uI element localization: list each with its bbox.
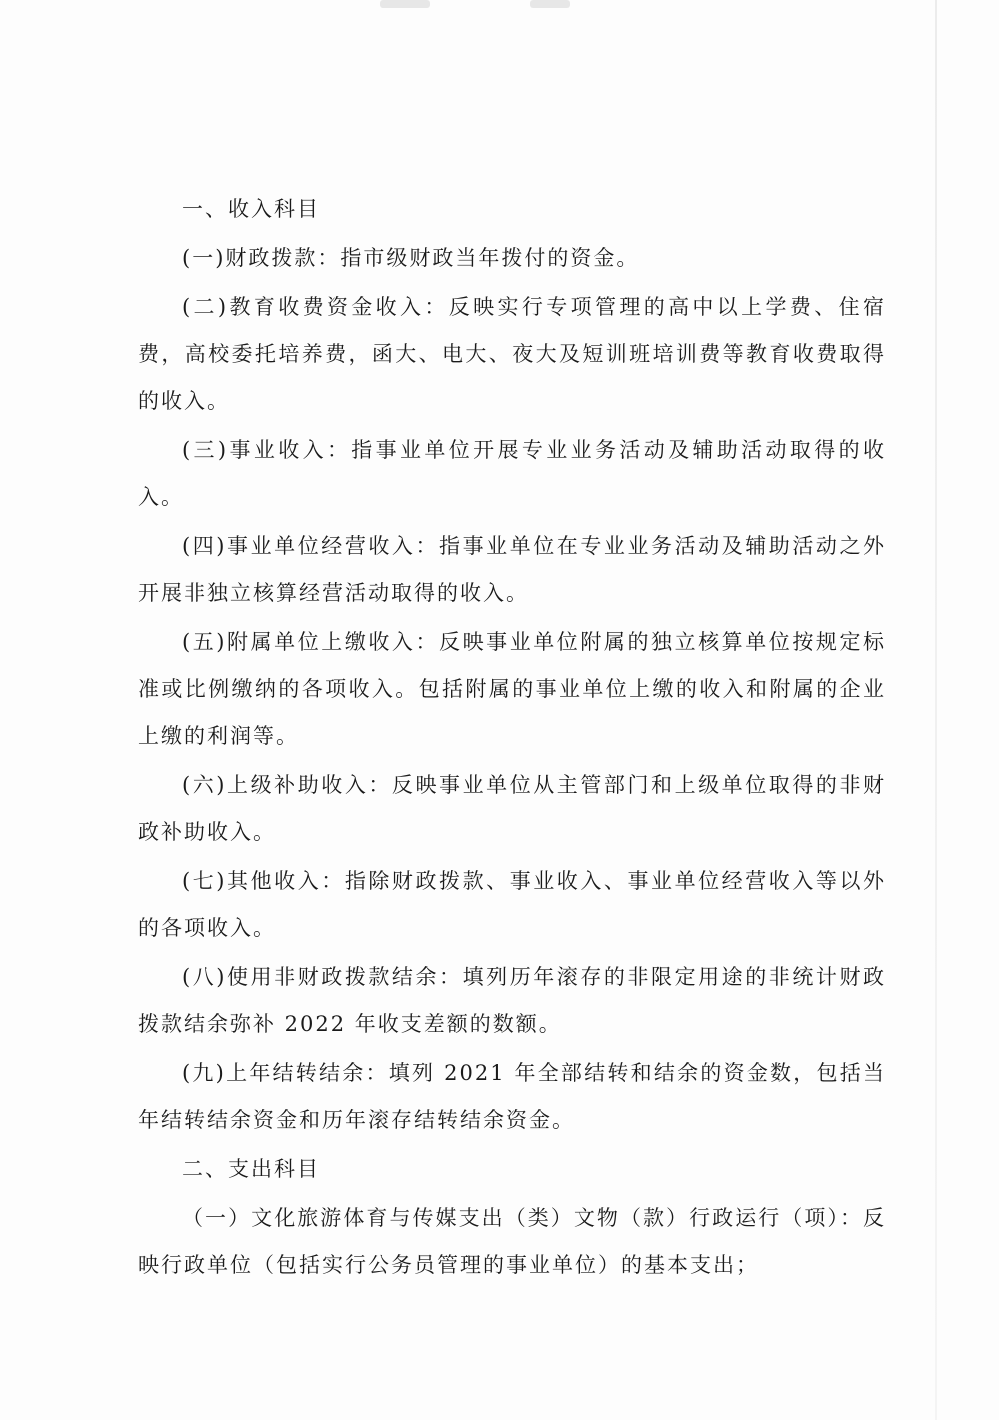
income-item-3: (三)事业收入：指事业单位开展专业业务活动及辅助活动取得的收入。 xyxy=(138,438,886,509)
section-heading-expenditure: 二、支出科目 xyxy=(182,1157,320,1181)
income-item-9: (九)上年结转结余：填列 2021 年全部结转和结余的资金数，包括当年结转结余资金和历年滚存结转结余资金。 xyxy=(138,1061,886,1132)
scan-edge xyxy=(935,0,937,1420)
income-item-7: (七)其他收入：指除财政拨款、事业收入、事业单位经营收入等以外的各项收入。 xyxy=(138,869,886,940)
scan-artifact xyxy=(530,0,570,8)
income-item-4: (四)事业单位经营收入：指事业单位在专业业务活动及辅助活动之外开展非独立核算经营活动取得的收入。 xyxy=(138,534,886,605)
scan-artifact xyxy=(380,0,430,8)
income-item-6: (六)上级补助收入：反映事业单位从主管部门和上级单位取得的非财政补助收入。 xyxy=(138,773,886,844)
expenditure-item-1: （一）文化旅游体育与传媒支出（类）文物（款）行政运行（项）：反映行政单位（包括实行公务员管理的事业单位）的基本支出； xyxy=(138,1206,886,1277)
income-item-5: (五)附属单位上缴收入：反映事业单位附属的独立核算单位按规定标准或比例缴纳的各项收入。包括附属的事业单位上缴的收入和附属的企业上缴的利润等。 xyxy=(138,630,886,748)
income-item-8: (八)使用非财政拨款结余：填列历年滚存的非限定用途的非统计财政拨款结余弥补 2022 年收支差额的数额。 xyxy=(138,965,886,1036)
income-item-1: (一)财政拨款：指市级财政当年拨付的资金。 xyxy=(182,246,640,270)
section-heading-income: 一、收入科目 xyxy=(182,197,320,221)
document-body xyxy=(138,186,886,1291)
income-item-2: (二)教育收费资金收入：反映实行专项管理的高中以上学费、住宿费，高校委托培养费，函大、电大、夜大及短训班培训费等教育收费取得的收入。 xyxy=(138,295,886,413)
